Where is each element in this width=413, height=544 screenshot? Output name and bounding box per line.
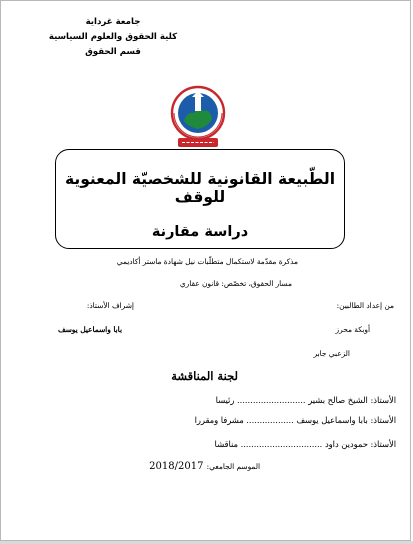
university-emblem-icon — [168, 83, 228, 151]
faculty-name: كلية الحقوق والعلوم السياسية — [48, 32, 178, 42]
season-value: 2018/2017 — [149, 461, 204, 472]
member-role: مشرفا ومقررا — [194, 415, 244, 425]
member-dots: .................. — [246, 415, 294, 425]
student-name-1: أوبكة محرز — [335, 325, 370, 334]
member-role: مناقشا — [214, 439, 238, 449]
track-specialization: مسار الحقوق، تخصّص: قانون عقاري — [179, 279, 292, 288]
member-dots: .......................... — [237, 395, 306, 405]
institution-header — [38, 15, 188, 60]
academic-season — [149, 461, 260, 472]
supervisor-name: بابا واسماعيل يوسف — [57, 325, 122, 334]
member-dots: ............................... — [240, 439, 323, 449]
department-name: قسم الحقوق — [85, 47, 141, 57]
member-name: بابا واسماعيل يوسف — [296, 415, 368, 425]
committee-member-row — [195, 415, 396, 425]
student-name-2: الزعبي جابر — [313, 349, 350, 358]
memo-statement: مذكرة مقدّمة لاستكمال متطلّبات نيل شهادة ماستر أكاديمي — [116, 257, 298, 266]
thesis-title-box — [55, 149, 345, 249]
committee-title: لجنة المناقشة — [171, 369, 238, 383]
students-label: من إعداد الطالبين: — [336, 301, 394, 310]
member-prefix: الأستاذ: — [370, 439, 396, 449]
member-name: حمودين داود — [324, 439, 368, 449]
member-role: رئيسا — [215, 395, 235, 405]
university-name: جامعة غرداية — [85, 17, 141, 27]
member-prefix: الأستاذ: — [370, 415, 396, 425]
committee-member-row — [215, 439, 396, 449]
committee-member-row — [216, 395, 396, 405]
thesis-title: الطّبيعة القانونية للشخصيّة المعنوية للوقف — [64, 170, 336, 206]
season-label: الموسم الجامعي: — [206, 462, 260, 471]
member-prefix: الأستاذ: — [370, 395, 396, 405]
thesis-subtitle: دراسة مقارنة — [151, 224, 249, 240]
member-name: الشيخ صالح بشير — [308, 395, 368, 405]
supervisor-label: إشراف الأستاذ: — [86, 301, 134, 310]
